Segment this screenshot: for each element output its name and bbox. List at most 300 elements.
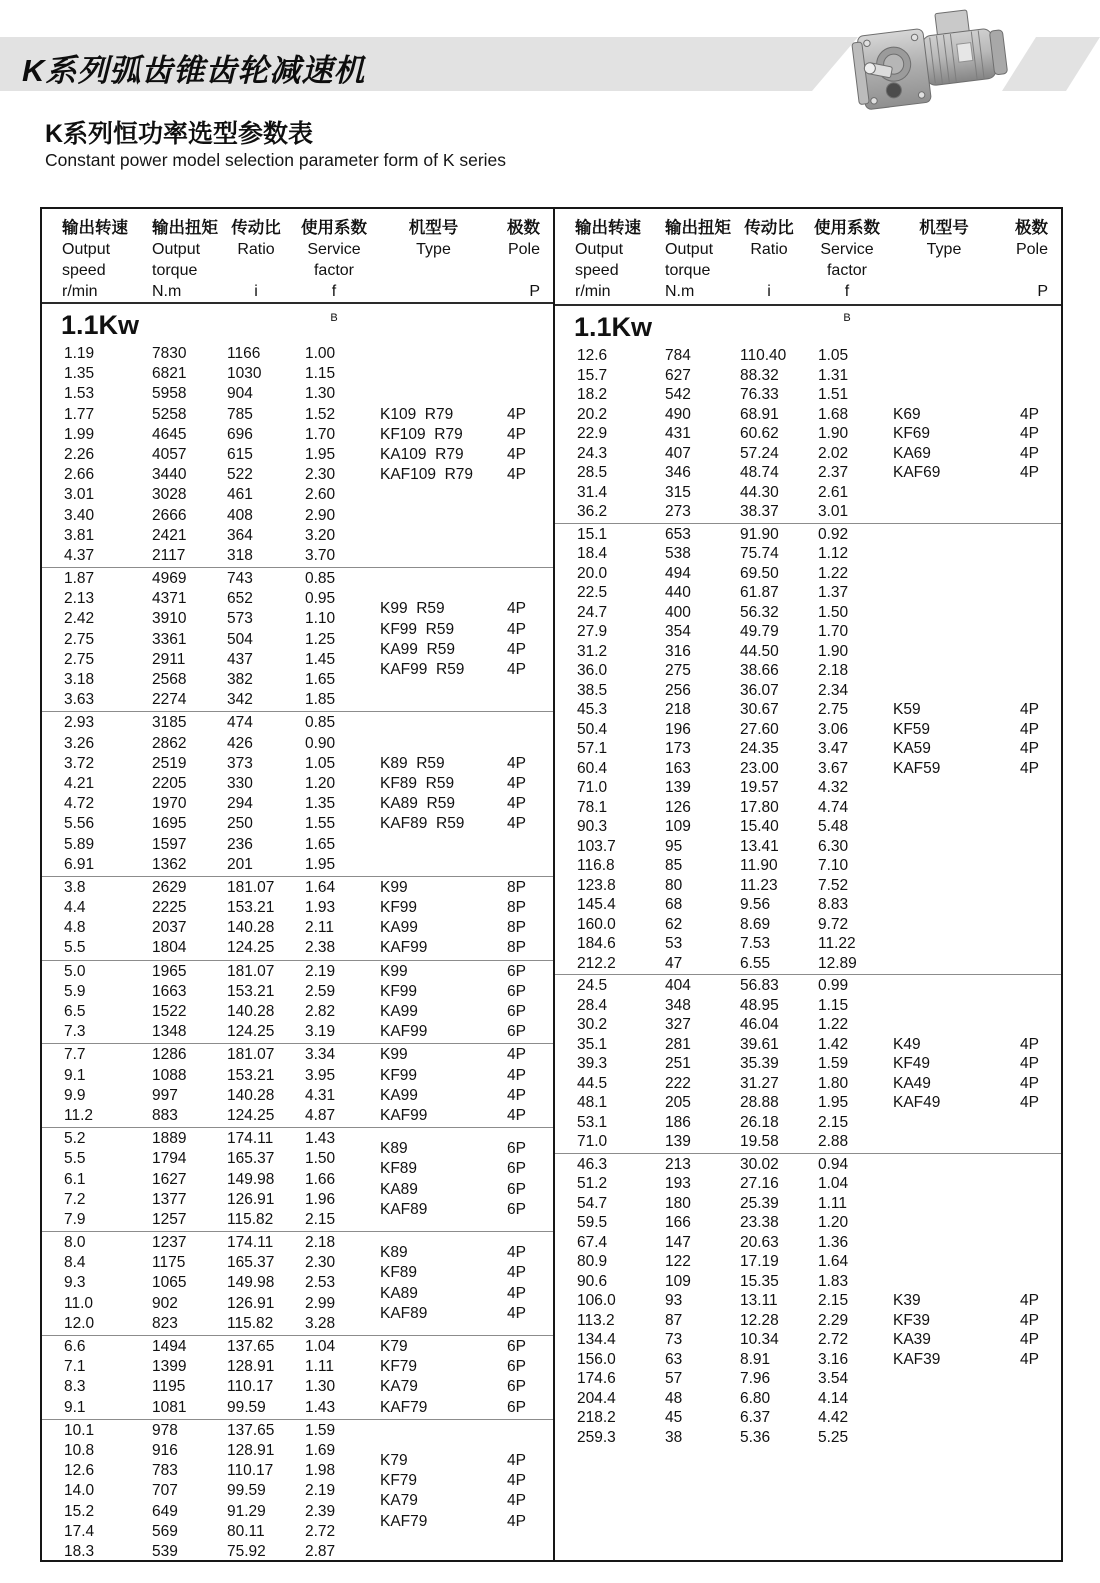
speed-cell: 204.4 bbox=[577, 1389, 616, 1407]
factor-cell: 1.64 bbox=[818, 1253, 849, 1270]
type-row bbox=[380, 1451, 551, 1471]
type-row bbox=[380, 660, 551, 680]
ratio-cell: 23.00 bbox=[740, 759, 779, 777]
torque-cell: 1794 bbox=[152, 1150, 187, 1168]
ratio-cell: 573 bbox=[227, 610, 253, 628]
torque-cell: 1286 bbox=[152, 1046, 187, 1064]
torque-cell: 163 bbox=[665, 759, 691, 777]
factor-cell: 1.70 bbox=[305, 425, 336, 443]
speed-cell: 31.4 bbox=[577, 483, 608, 501]
speed-cell: 4.72 bbox=[64, 795, 95, 813]
torque-cell: 1175 bbox=[152, 1254, 186, 1272]
ratio-cell: 23.38 bbox=[740, 1214, 779, 1231]
speed-cell: 7.2 bbox=[64, 1190, 86, 1208]
ratio-cell: 11.90 bbox=[740, 857, 778, 874]
power-block bbox=[42, 711, 553, 876]
factor-cell: 1.12 bbox=[818, 545, 849, 562]
pole-label: 4P bbox=[507, 1452, 526, 1470]
factor-cell: 4.74 bbox=[818, 798, 849, 816]
type-label: KF89 bbox=[380, 1160, 418, 1178]
factor-cell: 4.14 bbox=[818, 1389, 849, 1407]
factor-cell: 0.85 bbox=[305, 714, 336, 732]
ratio-cell: 153.21 bbox=[227, 982, 275, 1000]
type-label: K109 R79 bbox=[380, 405, 454, 423]
ratio-cell: 56.83 bbox=[740, 977, 779, 994]
speed-cell: 57.1 bbox=[577, 740, 608, 757]
type-row bbox=[380, 1471, 551, 1491]
type-label: KAF79 bbox=[380, 1512, 428, 1530]
factor-cell: 2.18 bbox=[818, 662, 849, 679]
torque-cell: 1348 bbox=[152, 1023, 187, 1041]
ratio-cell: 19.57 bbox=[740, 779, 779, 796]
factor-cell: 1.95 bbox=[818, 1094, 849, 1111]
table-row bbox=[555, 1213, 1061, 1233]
table-row bbox=[555, 525, 1061, 545]
pole-label: 4P bbox=[1020, 1074, 1039, 1092]
table-row bbox=[555, 1369, 1061, 1389]
speed-cell: 71.0 bbox=[577, 779, 608, 796]
ratio-cell: 474 bbox=[227, 714, 253, 732]
speed-cell: 4.8 bbox=[64, 919, 86, 937]
factor-cell: 1.98 bbox=[305, 1462, 336, 1480]
ratio-cell: 44.50 bbox=[740, 642, 779, 660]
speed-cell: 113.2 bbox=[577, 1311, 615, 1329]
speed-cell: 44.5 bbox=[577, 1074, 608, 1092]
factor-cell: 1.50 bbox=[305, 1150, 336, 1168]
type-label: KAF89 bbox=[380, 1200, 428, 1218]
pole-label: 4P bbox=[1020, 1035, 1039, 1053]
type-label: K89 bbox=[380, 1244, 408, 1262]
torque-cell: 1195 bbox=[152, 1378, 186, 1396]
ratio-cell: 140.28 bbox=[227, 1003, 275, 1020]
torque-cell: 48 bbox=[665, 1389, 683, 1407]
ratio-cell: 408 bbox=[227, 506, 253, 524]
ratio-cell: 44.30 bbox=[740, 483, 779, 501]
factor-cell: 1.36 bbox=[818, 1233, 849, 1251]
type-row bbox=[380, 1200, 551, 1220]
ratio-cell: 38.66 bbox=[740, 662, 779, 679]
ratio-cell: 91.29 bbox=[227, 1502, 266, 1520]
type-label: K59 bbox=[893, 701, 921, 718]
type-label: KA79 bbox=[380, 1492, 418, 1510]
table-row bbox=[555, 1015, 1061, 1035]
type-row bbox=[380, 774, 551, 794]
pole-label: 4P bbox=[1020, 1331, 1039, 1348]
ratio-cell: 294 bbox=[227, 795, 253, 813]
table-row bbox=[555, 366, 1061, 386]
factor-cell: 1.65 bbox=[305, 835, 336, 853]
torque-cell: 4969 bbox=[152, 570, 187, 588]
ratio-cell: 99.59 bbox=[227, 1398, 266, 1416]
table-row bbox=[555, 502, 1061, 522]
power-block bbox=[555, 974, 1061, 1153]
table-row bbox=[555, 1272, 1061, 1292]
table-row bbox=[555, 385, 1061, 405]
factor-cell: 3.19 bbox=[305, 1023, 336, 1041]
table-row bbox=[555, 798, 1061, 818]
pole-label: 8P bbox=[507, 919, 526, 937]
torque-cell: 1399 bbox=[152, 1358, 187, 1376]
pole-label: 4P bbox=[1020, 1055, 1039, 1072]
type-column bbox=[380, 1337, 551, 1418]
factor-cell: 1.22 bbox=[818, 564, 849, 582]
speed-cell: 184.6 bbox=[577, 935, 616, 952]
speed-cell: 24.5 bbox=[577, 977, 608, 994]
factor-cell: 2.15 bbox=[818, 1113, 849, 1131]
ratio-cell: 149.98 bbox=[227, 1170, 275, 1188]
speed-cell: 9.9 bbox=[64, 1086, 86, 1104]
type-row bbox=[893, 1291, 1059, 1311]
table-row bbox=[555, 778, 1061, 798]
speed-cell: 59.5 bbox=[577, 1214, 608, 1231]
pole-label: 4P bbox=[507, 1086, 526, 1104]
torque-cell: 783 bbox=[152, 1462, 178, 1480]
ratio-cell: 318 bbox=[227, 546, 253, 564]
speed-cell: 3.40 bbox=[64, 506, 95, 524]
factor-cell: 1.85 bbox=[305, 691, 336, 709]
ratio-cell: 342 bbox=[227, 691, 253, 709]
factor-cell: 8.83 bbox=[818, 896, 849, 913]
table-row bbox=[42, 344, 553, 364]
speed-cell: 51.2 bbox=[577, 1175, 608, 1192]
speed-cell: 8.4 bbox=[64, 1254, 86, 1272]
speed-cell: 20.2 bbox=[577, 405, 608, 423]
factor-cell: 1.11 bbox=[818, 1194, 848, 1212]
torque-cell: 569 bbox=[152, 1522, 178, 1540]
torque-cell: 315 bbox=[665, 483, 691, 501]
torque-cell: 1597 bbox=[152, 835, 187, 853]
header-output-speed: 输出转速 Output speed r/min bbox=[575, 219, 641, 300]
type-label: KAF79 bbox=[380, 1398, 428, 1416]
ratio-cell: 76.33 bbox=[740, 386, 779, 403]
pole-label: 4P bbox=[507, 1244, 526, 1262]
factor-cell: 1.80 bbox=[818, 1074, 849, 1092]
torque-cell: 68 bbox=[665, 896, 683, 913]
factor-cell: 1.90 bbox=[818, 642, 849, 660]
torque-cell: 6821 bbox=[152, 365, 187, 383]
type-row bbox=[380, 1398, 551, 1418]
speed-cell: 123.8 bbox=[577, 876, 616, 894]
speed-cell: 156.0 bbox=[577, 1350, 616, 1368]
table-row bbox=[42, 569, 553, 589]
speed-cell: 22.5 bbox=[577, 584, 608, 601]
table-row bbox=[555, 346, 1061, 366]
speed-cell: 53.1 bbox=[577, 1113, 608, 1131]
table-row bbox=[42, 855, 553, 875]
torque-cell: 1627 bbox=[152, 1170, 187, 1188]
factor-cell: 4.32 bbox=[818, 779, 849, 796]
factor-cell: 2.60 bbox=[305, 486, 336, 504]
ratio-cell: 373 bbox=[227, 754, 253, 772]
speed-cell: 7.1 bbox=[64, 1358, 86, 1376]
factor-cell: 2.02 bbox=[818, 444, 849, 462]
factor-cell: 2.82 bbox=[305, 1003, 336, 1020]
torque-cell: 1522 bbox=[152, 1003, 187, 1020]
table-row bbox=[42, 546, 553, 566]
speed-cell: 10.8 bbox=[64, 1441, 95, 1459]
table-row bbox=[555, 483, 1061, 503]
speed-cell: 14.0 bbox=[64, 1482, 95, 1500]
torque-cell: 400 bbox=[665, 603, 691, 621]
speed-cell: 18.2 bbox=[577, 386, 608, 403]
pole-label: 8P bbox=[507, 939, 526, 957]
motor-label bbox=[957, 43, 973, 63]
torque-cell: 902 bbox=[152, 1294, 178, 1312]
torque-cell: 2274 bbox=[152, 691, 187, 709]
ratio-cell: 19.58 bbox=[740, 1133, 779, 1150]
factor-cell: 1.52 bbox=[305, 405, 336, 423]
factor-cell: 2.61 bbox=[818, 483, 849, 501]
type-label: KA39 bbox=[893, 1331, 931, 1348]
ratio-cell: 652 bbox=[227, 590, 253, 608]
factor-cell: 2.75 bbox=[818, 701, 849, 718]
type-label: KA99 R59 bbox=[380, 640, 455, 658]
torque-cell: 916 bbox=[152, 1441, 178, 1459]
torque-cell: 273 bbox=[665, 503, 691, 520]
pole-label: 6P bbox=[507, 1378, 526, 1396]
table-row bbox=[555, 583, 1061, 603]
torque-cell: 823 bbox=[152, 1314, 178, 1332]
type-label: K39 bbox=[893, 1292, 921, 1309]
ratio-cell: 904 bbox=[227, 385, 253, 403]
speed-cell: 35.1 bbox=[577, 1035, 608, 1053]
speed-cell: 5.5 bbox=[64, 1150, 86, 1168]
table-row bbox=[555, 856, 1061, 876]
ratio-cell: 6.37 bbox=[740, 1409, 771, 1426]
speed-cell: 6.5 bbox=[64, 1003, 86, 1020]
ratio-cell: 28.88 bbox=[740, 1094, 779, 1111]
table-row bbox=[42, 384, 553, 404]
torque-cell: 85 bbox=[665, 857, 683, 874]
torque-cell: 53 bbox=[665, 935, 683, 952]
torque-cell: 73 bbox=[665, 1331, 683, 1348]
ratio-cell: 250 bbox=[227, 815, 253, 833]
ratio-cell: 27.60 bbox=[740, 720, 779, 738]
ratio-cell: 1166 bbox=[227, 345, 261, 362]
torque-cell: 2862 bbox=[152, 734, 187, 752]
ratio-cell: 30.67 bbox=[740, 701, 779, 718]
pole-label: 4P bbox=[507, 466, 526, 484]
torque-cell: 4371 bbox=[152, 590, 187, 608]
pole-label: 4P bbox=[507, 600, 526, 618]
ratio-cell: 13.41 bbox=[740, 837, 779, 855]
factor-cell: 2.34 bbox=[818, 681, 849, 699]
speed-cell: 90.3 bbox=[577, 818, 608, 835]
right-table-panel bbox=[555, 209, 1061, 1560]
power-block bbox=[42, 876, 553, 960]
speed-cell: 259.3 bbox=[577, 1428, 616, 1446]
factor-cell: 2.29 bbox=[818, 1311, 849, 1329]
type-label: KF89 bbox=[380, 1264, 418, 1282]
type-column bbox=[380, 599, 551, 680]
type-row bbox=[893, 739, 1059, 759]
torque-cell: 346 bbox=[665, 464, 691, 481]
torque-cell: 139 bbox=[665, 1133, 691, 1150]
header-output-torque: 输出扭矩 Output torque N.m bbox=[665, 219, 731, 300]
speed-cell: 7.7 bbox=[64, 1046, 86, 1064]
ratio-cell: 68.91 bbox=[740, 405, 779, 423]
ratio-cell: 382 bbox=[227, 671, 253, 688]
factor-cell: 1.95 bbox=[305, 855, 336, 873]
speed-cell: 3.18 bbox=[64, 671, 95, 688]
ratio-cell: 61.87 bbox=[740, 584, 779, 601]
ratio-cell: 426 bbox=[227, 734, 253, 752]
factor-cell: 2.37 bbox=[818, 464, 849, 481]
type-column bbox=[380, 1243, 551, 1324]
torque-cell: 407 bbox=[665, 444, 691, 462]
factor-cell: 12.89 bbox=[818, 954, 857, 972]
header-service-factor: 使用系数 Service factor f $_B$ bbox=[814, 219, 880, 325]
speed-cell: 174.6 bbox=[577, 1370, 616, 1387]
factor-cell: 9.72 bbox=[818, 915, 849, 933]
speed-cell: 6.1 bbox=[64, 1170, 86, 1188]
ratio-cell: 437 bbox=[227, 650, 253, 668]
ratio-cell: 46.04 bbox=[740, 1016, 779, 1033]
factor-cell: 2.11 bbox=[305, 919, 335, 937]
type-row bbox=[380, 898, 551, 918]
factor-cell: 1.93 bbox=[305, 899, 336, 917]
factor-cell: 2.53 bbox=[305, 1274, 336, 1292]
speed-cell: 5.2 bbox=[64, 1130, 86, 1148]
type-label: KAF89 R59 bbox=[380, 815, 465, 833]
speed-cell: 22.9 bbox=[577, 425, 608, 442]
header-service-factor: 使用系数 Service factor f $_B$ bbox=[301, 219, 367, 325]
power-block bbox=[42, 1127, 553, 1231]
table-row bbox=[555, 976, 1061, 996]
speed-cell: 1.53 bbox=[64, 385, 95, 403]
ratio-cell: 56.32 bbox=[740, 603, 779, 621]
header-type: 机型号 Type bbox=[919, 219, 969, 258]
ratio-cell: 115.82 bbox=[227, 1314, 274, 1332]
type-label: KA49 bbox=[893, 1074, 931, 1092]
pole-label: 4P bbox=[1020, 1350, 1039, 1368]
type-column bbox=[893, 405, 1059, 483]
table-row bbox=[555, 1252, 1061, 1272]
speed-cell: 39.3 bbox=[577, 1055, 608, 1072]
type-row bbox=[893, 1054, 1059, 1074]
type-label: KA89 bbox=[380, 1180, 418, 1198]
factor-cell: 1.55 bbox=[305, 815, 336, 833]
power-block bbox=[42, 1335, 553, 1419]
ratio-cell: 24.35 bbox=[740, 740, 779, 757]
speed-cell: 28.5 bbox=[577, 464, 608, 481]
type-column bbox=[380, 1451, 551, 1532]
section-title-zh: K系列恒功率选型参数表 bbox=[45, 120, 314, 148]
torque-cell: 7830 bbox=[152, 345, 187, 362]
type-label: KF109 R79 bbox=[380, 425, 463, 443]
pole-label: 4P bbox=[507, 754, 526, 772]
type-row bbox=[893, 700, 1059, 720]
type-row bbox=[893, 1311, 1059, 1331]
torque-cell: 205 bbox=[665, 1094, 691, 1111]
speed-cell: 6.91 bbox=[64, 855, 95, 873]
table-row bbox=[555, 996, 1061, 1016]
torque-cell: 173 bbox=[665, 740, 691, 757]
factor-cell: 1.43 bbox=[305, 1130, 336, 1148]
torque-cell: 653 bbox=[665, 525, 691, 543]
factor-cell: 1.04 bbox=[305, 1338, 336, 1355]
factor-cell: 1.95 bbox=[305, 445, 336, 463]
pole-label: 8P bbox=[507, 878, 526, 896]
ratio-cell: 17.19 bbox=[740, 1253, 779, 1270]
factor-cell: 1.90 bbox=[818, 425, 849, 442]
ratio-cell: 128.91 bbox=[227, 1441, 275, 1459]
ratio-cell: 110.17 bbox=[227, 1462, 274, 1480]
pole-label: 6P bbox=[507, 1023, 526, 1041]
factor-cell: 1.25 bbox=[305, 630, 336, 648]
ratio-cell: 48.95 bbox=[740, 996, 779, 1014]
type-row bbox=[380, 878, 551, 898]
speed-cell: 20.0 bbox=[577, 564, 608, 582]
table-row bbox=[42, 1421, 553, 1441]
pole-label: 4P bbox=[507, 1264, 526, 1282]
table-row bbox=[555, 837, 1061, 857]
ratio-cell: 110.17 bbox=[227, 1378, 274, 1396]
speed-cell: 8.0 bbox=[64, 1234, 86, 1252]
speed-cell: 116.8 bbox=[577, 857, 615, 874]
left-table-panel bbox=[42, 209, 555, 1560]
table-row bbox=[555, 954, 1061, 974]
factor-cell: 2.15 bbox=[305, 1210, 336, 1228]
right-table-body bbox=[555, 345, 1061, 1560]
table-row bbox=[42, 690, 553, 710]
factor-cell: 3.01 bbox=[818, 503, 849, 520]
factor-cell: 1.43 bbox=[305, 1398, 336, 1416]
ratio-cell: 330 bbox=[227, 774, 253, 792]
speed-cell: 5.9 bbox=[64, 982, 86, 1000]
ratio-cell: 504 bbox=[227, 630, 253, 648]
torque-cell: 1889 bbox=[152, 1130, 187, 1148]
type-row bbox=[893, 759, 1059, 779]
ratio-cell: 7.96 bbox=[740, 1370, 771, 1387]
speed-cell: 45.3 bbox=[577, 701, 608, 718]
type-row bbox=[380, 1491, 551, 1511]
factor-cell: 4.31 bbox=[305, 1086, 336, 1104]
pole-label: 6P bbox=[507, 1160, 526, 1178]
table-row bbox=[555, 876, 1061, 896]
power-block bbox=[555, 1153, 1061, 1449]
type-label: K79 bbox=[380, 1338, 408, 1355]
type-row bbox=[380, 1022, 551, 1042]
torque-cell: 627 bbox=[665, 366, 691, 384]
type-row bbox=[380, 425, 551, 445]
ratio-cell: 201 bbox=[227, 855, 253, 873]
factor-cell: 5.25 bbox=[818, 1428, 849, 1446]
factor-cell: 2.15 bbox=[818, 1292, 849, 1309]
factor-cell: 0.95 bbox=[305, 590, 336, 608]
torque-cell: 281 bbox=[665, 1035, 691, 1053]
ratio-cell: 57.24 bbox=[740, 444, 779, 462]
factor-cell: 2.39 bbox=[305, 1502, 336, 1520]
factor-cell: 3.28 bbox=[305, 1314, 336, 1332]
table-row bbox=[555, 1408, 1061, 1428]
table-row bbox=[42, 1542, 553, 1562]
ratio-cell: 20.63 bbox=[740, 1233, 779, 1251]
type-label: KAF99 bbox=[380, 1106, 428, 1124]
torque-cell: 109 bbox=[665, 1272, 691, 1290]
pole-label: 4P bbox=[1020, 759, 1039, 777]
speed-cell: 67.4 bbox=[577, 1233, 608, 1251]
speed-cell: 2.75 bbox=[64, 630, 95, 648]
speed-cell: 3.63 bbox=[64, 691, 95, 709]
type-label: KAF99 bbox=[380, 1023, 428, 1041]
type-label: KAF99 R59 bbox=[380, 660, 465, 678]
ratio-cell: 25.39 bbox=[740, 1194, 779, 1212]
speed-cell: 1.77 bbox=[64, 405, 95, 423]
pole-label: 4P bbox=[507, 1106, 526, 1124]
factor-cell: 1.30 bbox=[305, 385, 336, 403]
torque-cell: 139 bbox=[665, 779, 691, 796]
